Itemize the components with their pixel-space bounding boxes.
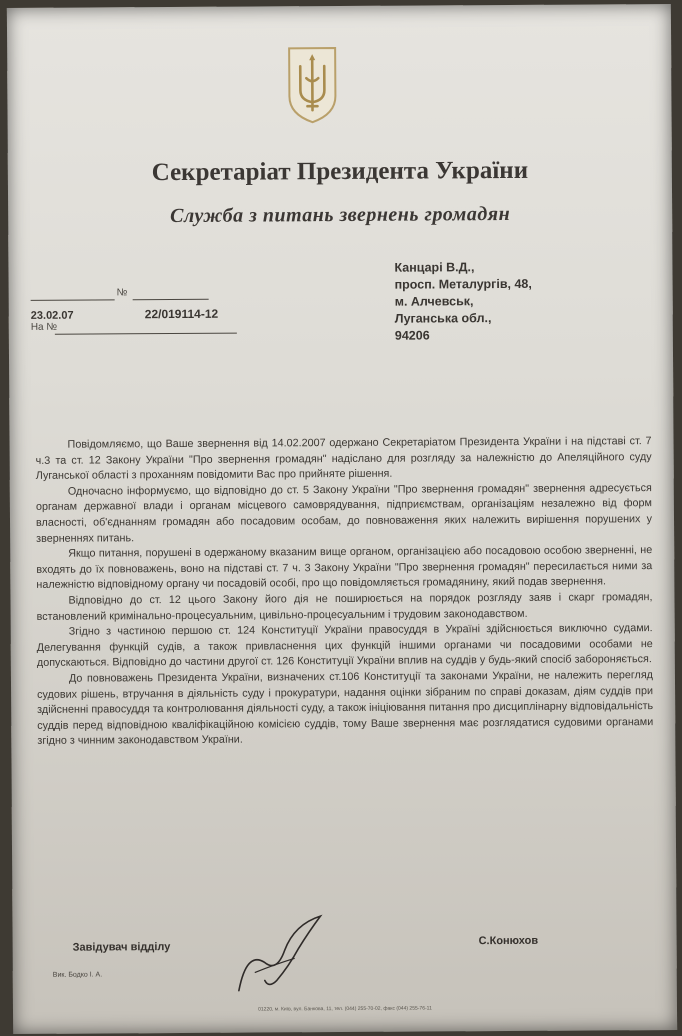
registration-number-line	[133, 299, 209, 300]
signer-position: Завідувач відділу	[72, 941, 171, 954]
body-paragraph: Згідно з частиною першою ст. 124 Конституції України правосуддя в Україні здійснюється виключно судами. Делегування функцій судів, а також привласнення цих функцій іншими органами чи посадовими особами не допускаються. Відповідно до частини другої ст. 126 Конституції України вплив на суддів у будь-який спосіб забороняється.	[36, 622, 653, 670]
trident-emblem-icon	[285, 44, 339, 124]
body-paragraph: Відповідно до ст. 12 цього Закону його дія не поширюється на порядок розгляду заяв і скарг громадян, встановлений кримінально-процесуальним, цивільно-процесуальним і трудовим законодавством.	[36, 591, 653, 623]
page-title: Секретаріат Президента України	[151, 156, 529, 187]
addressee-line: 94206	[394, 328, 430, 343]
number-label: №	[116, 287, 128, 299]
addressee-line: Канцарі В.Д.,	[394, 260, 475, 275]
reference-label: На №	[30, 321, 58, 333]
department-subtitle: Служба з питань звернень громадян	[170, 202, 511, 228]
executor-note: Вик. Бодко І. А.	[52, 971, 103, 979]
body-paragraph: Якщо питання, порушені в одержаному вказаним вище органом, організацією або посадовою особою зверненні, не входять до їх повноважень, воно на підставі ст. 7 ч. 3 Закону України "Про звернення громадян" пересилається ними за належністю відповідному органу чи посадовій особі, про що повідомляється громадянину, який подав звернення.	[36, 544, 653, 592]
addressee-line: Луганська обл.,	[394, 311, 492, 326]
letter-body	[35, 434, 653, 750]
addressee-line: м. Алчевськ,	[394, 294, 474, 309]
letter-page	[7, 4, 677, 1034]
addressee-block	[394, 259, 532, 345]
handwritten-signature-icon	[224, 910, 335, 999]
body-paragraph: До повноважень Президента України, визначених ст.106 Конституції та законами України, не належить перегляд судових рішень, втручання в діяльність суду і прокуратури, надання оцінки зібраним по справі доказам, діям суддів при здійсненні правосуддя та контролювання діяльності суду, а також ініціювання питання про дисциплінарну відповідальність суддів перед відповідною кваліфікаційною комісією суддів, тому Ваше звернення має розглядатися судовими органами згідно з чинним законодавством України.	[37, 669, 654, 748]
registration-date: 23.02.07	[30, 309, 74, 322]
registration-number: 22/019114-12	[144, 306, 219, 322]
registration-date-line	[31, 299, 115, 301]
footer-address: 01220, м. Київ, вул. Банкова, 11, тел. (044) 255-70-02, факс (044) 255-76-11	[258, 1005, 432, 1013]
body-paragraph: Одночасно інформуємо, що відповідно до ст. 5 Закону України "Про звернення громадян" звернення адресується органам державної влади і органам місцевого самоврядування, підприємствам, організаціям незалежно від форм власності, об'єднанням громадян або посадовим особам, до повноваження яких належить вирішення порушених у зверненнях питань.	[35, 481, 653, 545]
reference-line	[55, 333, 237, 335]
signer-name: С.Конюхов	[478, 934, 539, 948]
body-paragraph: Повідомляємо, що Ваше звернення від 14.02.2007 одержано Секретаріатом Президента України і на підставі ст. 7 ч.3 та ст. 12 Закону України "Про звернення громадян" надіслано для розгляду за належністю до Апеляційного суду Луганської області з проханням повідомити Вас про прийняте рішення.	[35, 435, 652, 483]
addressee-line: просп. Металургів, 48,	[394, 276, 532, 292]
